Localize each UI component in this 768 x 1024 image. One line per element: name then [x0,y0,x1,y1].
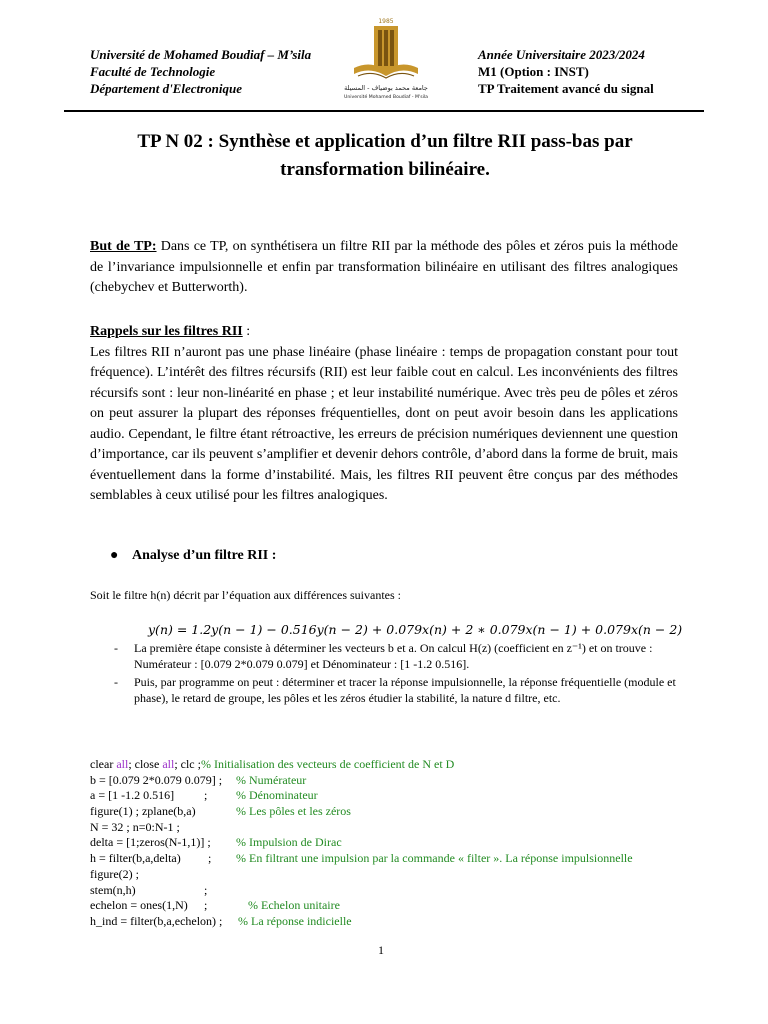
header-left [90,46,311,97]
step-item-1 [114,640,684,672]
code-text: b = [0.079 2*0.079 0.079] ; [90,772,223,787]
code-text: echelon = ones(1,N) [90,898,188,913]
code-comment: % En filtrant une impulsion par la commande « filter ». La réponse impulsionnelle [236,851,633,866]
code-line [90,883,730,899]
step-text-2: Puis, par programme on peut : déterminer et tracer la réponse impulsionnelle, la réponse fréquentielle (module et phase), le retard de groupe, les pôles et les zéros étudier la stabilité, la nature d filtre, etc. [134,675,676,705]
code-comment: % Impulsion de Dirac [236,835,342,850]
matlab-code-block [90,757,730,930]
header-right [478,46,654,97]
step-item-2 [114,674,684,706]
code-text: stem(n,h) [90,882,136,897]
code-line [90,851,730,867]
code-text: figure(1) ; zplane(b,a) [90,804,196,819]
code-text: figure(2) ; [90,866,139,881]
dash-icon: - [114,641,118,655]
code-line [90,804,730,820]
code-semicolon: ; [204,898,208,913]
option-label: M1 (Option : INST) [478,64,589,79]
code-line [90,788,730,804]
logo-arabic-name: جامعة محمد بوضياف - المسيلة [344,84,428,92]
page-number: 1 [378,943,384,957]
code-line [90,773,730,789]
goal-label: But de TP: [90,239,157,254]
dash-icon: - [114,675,118,689]
rappels-colon: : [242,324,251,339]
code-text: h_ind = filter(b,a,echelon) ; [90,913,223,928]
rappels-text: Les filtres RII n’auront pas une phase linéaire (phase linéaire : temps de propagation constant pour tout fréquence). L’intérêt des filtres récursifs (RII) est leur faible cout en calcul. Les inconvénients des filtres récursifs sont : leur non-linéarité en phase ; et leur instabilité numérique. Avec très peu de pôles et zéros on peut assurer la plupart des réponses fréquentielles, dont on peut avoir besoin dans les applications audio. Cependant, le filtre étant rétroactive, les erreurs de précision numériques deviennent une question d’importance, car ils peuvent s’amplifier et devenir dehors contrôle, d’abord dans la forme de bruit, mais éventuellement dans la forme d’instabilité. Mais, les filtres RII peuvent être conçus par des méthodes semblables à ceux utilisé pour les filtres analogiques. [90,344,678,503]
department-name: Département d'Electronique [90,81,243,96]
code-semicolon: ; [208,851,212,866]
code-line [90,835,730,851]
code-line [90,898,730,914]
code-semicolon: ; [204,788,208,803]
goal-text: Dans ce TP, on synthétisera un filtre RII par la méthode des pôles et zéros puis la méthode de l’invariance impulsionnelle et enfin par transformation bilinéaire en utilisant des filtres analogiques (chebychev et Butterworth). [90,239,678,295]
code-comment: % Dénominateur [236,788,318,803]
rappels-label: Rappels sur les filtres RII [90,324,243,339]
code-first-line: clear all; close all; clc ;% Initialisation des vecteurs de coefficient de N et D [90,757,455,771]
code-line [90,914,730,930]
logo-year: 1985 [378,18,394,25]
course-name: TP Traitement avancé du signal [478,81,654,96]
step-text-1: La première étape consiste à déterminer les vecteurs b et a. On calcul H(z) (coefficient en z⁻¹) et on trouve : Numérateur : [0.079 2*0.079 0.079] et Dénominateur : [1 -1.2 0.516]. [134,641,653,671]
code-line [90,867,730,883]
difference-equation: y(n) = 1.2y(n − 1) − 0.516y(n − 2) + 0.079x(n) + 2 ∗ 0.079x(n − 1) + 0.079x(n − 2) [148,622,683,637]
code-semicolon: ; [204,882,208,897]
code-text: h = filter(b,a,delta) [90,851,181,866]
code-comment: % Echelon unitaire [248,898,340,913]
logo-latin-name: Université Mohamed Boudiaf - M'sila [344,95,428,100]
header-divider [64,110,704,112]
code-line [90,757,730,773]
university-name: Université de Mohamed Boudiaf – M’sila [90,47,312,62]
academic-year: Année Universitaire 2023/2024 [478,47,645,62]
rappels-paragraph [90,322,678,507]
code-text: delta = [1;zeros(N-1,1)] ; [90,835,211,850]
code-comment: % La réponse indicielle [238,913,352,928]
code-text: N = 32 ; n=0:N-1 ; [90,819,180,834]
code-comment: % Numérateur [236,772,307,787]
faculty-name: Faculté de Technologie [90,64,216,79]
university-logo [336,16,436,102]
bullet-icon: ● [110,548,119,563]
code-line [90,820,730,836]
section-heading [110,548,276,564]
section-title: Analyse d’un filtre RII : [132,548,277,563]
document-title: TP N 02 : Synthèse et application d’un filtre RII pass-bas par transformation bilinéaire. [137,131,633,180]
intro-text: Soit le filtre h(n) décrit par l’équation aux différences suivantes : [90,588,402,602]
code-comment: % Les pôles et les zéros [236,804,351,819]
code-text: a = [1 -1.2 0.516] [90,788,175,803]
goal-paragraph [90,237,678,299]
